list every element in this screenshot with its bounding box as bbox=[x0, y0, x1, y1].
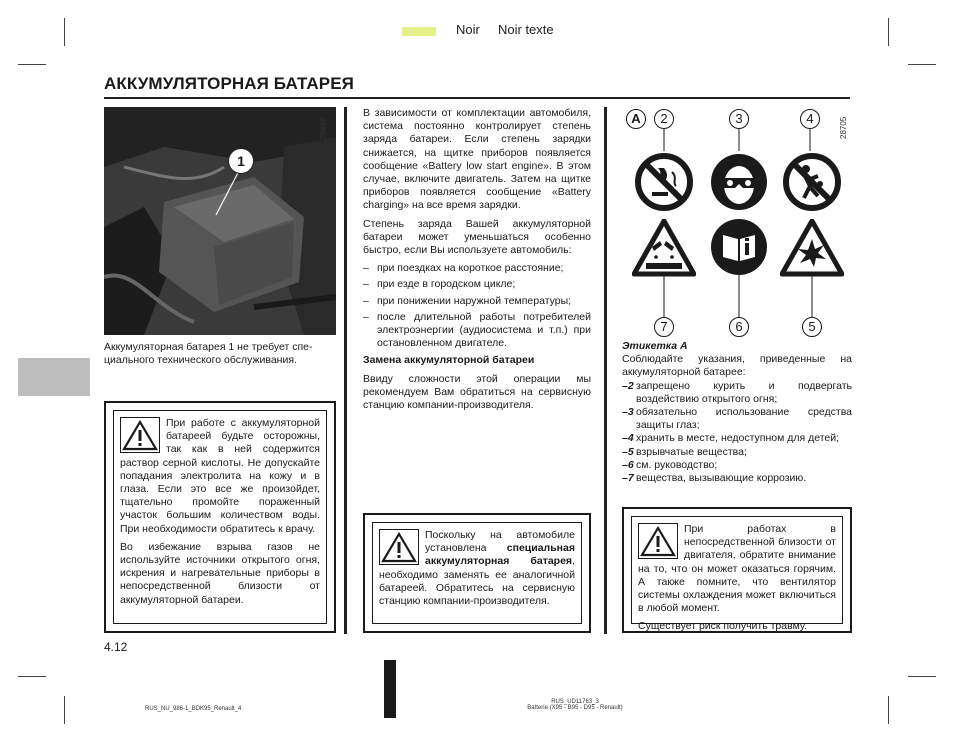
list-item: – при поездках на короткое расстояние; bbox=[363, 262, 591, 275]
warning-paragraph: При работе с аккумуляторной батареей будьте осторожны, так как в ней содержится раствор серной кислоты. Не допускайте попадания электролита на кожу и в глаза. Если это все же произойдет, тщательно промойте пораженный участок большим количеством воды. При необходимости обратитесь к врачу. bbox=[120, 417, 320, 535]
crop-mark bbox=[18, 676, 46, 677]
photo-callout: 1 bbox=[228, 148, 254, 174]
warning-paragraph: Существует риск получить травму. bbox=[638, 620, 808, 633]
registration-bar bbox=[384, 660, 396, 718]
engine-photo bbox=[104, 107, 336, 335]
page-number: 4.12 bbox=[104, 640, 128, 654]
label-heading: Этикетка A bbox=[622, 340, 688, 352]
label-legend bbox=[622, 340, 852, 485]
photo-caption bbox=[104, 341, 336, 367]
caption-line: циального технического обслуживания. bbox=[104, 354, 297, 367]
battery-drain-paragraph: Степень заряда Вашей аккумуляторной батареи может уменьшаться особенно быстро, если Вы используете автомобиль: bbox=[363, 217, 591, 257]
battery-monitor-paragraph: В зависимости от комплектации автомобиля, система постоянно контролирует степень заряда батареи. Если степень зарядки снижается, на щитке приборов появляется сообщение «Battery low start engine». В этом случае, включите двигатель. Затем на щитке приборов появляется сообщение «Battery charging» на все время зарядки. bbox=[363, 107, 591, 212]
no-smoking-icon bbox=[634, 152, 694, 212]
replacement-paragraph: Ввиду сложности этой операции мы рекомендуем Вам обратиться на сервисную станцию компании-производителя. bbox=[363, 372, 591, 412]
symbol-number: 7 bbox=[654, 317, 674, 337]
special-battery-warning bbox=[363, 513, 591, 633]
column-separator bbox=[604, 107, 607, 634]
keep-away-from-children-icon bbox=[782, 152, 842, 212]
warning-icon bbox=[638, 523, 678, 559]
legend-item: –7 вещества, вызывающие коррозию. bbox=[622, 472, 807, 485]
symbol-number: 3 bbox=[729, 109, 749, 129]
crop-mark bbox=[888, 696, 889, 724]
color-swatch bbox=[402, 27, 436, 36]
warning-text: Поскольку на автомобиле установлена bbox=[425, 529, 575, 555]
read-manual-icon bbox=[709, 217, 769, 277]
eye-protection-icon bbox=[709, 152, 769, 212]
crop-mark bbox=[888, 18, 889, 46]
column-separator bbox=[344, 107, 347, 634]
color-name-noir-texte: Noir texte bbox=[498, 22, 554, 37]
label-letter: A bbox=[626, 109, 646, 129]
warning-text: , необходимо заменять ее аналогичной батареей. Обратитесь на сервисную станцию компании-производителя. bbox=[379, 555, 575, 608]
title-rule bbox=[104, 97, 850, 99]
middle-column-text bbox=[363, 107, 591, 417]
photo-code: 29448 bbox=[319, 117, 328, 140]
list-item: – при понижении наружной температуры; bbox=[363, 295, 591, 308]
legend-item: –3 обязательно использование средства защиты глаз; bbox=[622, 406, 852, 432]
hot-engine-warning bbox=[622, 507, 852, 633]
footer-left-code: RUS_NU_986-1_BDK95_Renault_4 bbox=[145, 706, 242, 712]
caption-line: Аккумуляторная батарея 1 не требует спе- bbox=[104, 341, 313, 353]
symbol-number: 5 bbox=[802, 317, 822, 337]
warning-icon bbox=[379, 529, 419, 565]
symbol-number: 2 bbox=[654, 109, 674, 129]
crop-mark bbox=[64, 18, 65, 46]
side-tab bbox=[18, 358, 90, 396]
crop-mark bbox=[64, 696, 65, 724]
legend-item: –2 запрещено курить и подвергать воздействию открытого огня; bbox=[622, 379, 852, 405]
page-title: АККУМУЛЯТОРНАЯ БАТАРЕЯ bbox=[104, 74, 354, 93]
footer-right-code: RUS_UD11763_3 Batterie (X95 - B95 - D95 - Renault) bbox=[527, 699, 623, 711]
warning-paragraph: При работах в непосредственной близости от двигателя, обратите внимание на то, что он может оказаться горячим. А также помните, что вентилятор системы охлаждения может включиться в любой момент. bbox=[638, 523, 836, 615]
warning-bold-text: специальная аккумуляторная батарея bbox=[425, 542, 575, 568]
legend-item: –5 взрывчатые вещества; bbox=[622, 445, 747, 458]
list-item: – при езде в городском цикле; bbox=[363, 278, 591, 291]
legend-item: –4 хранить в месте, недоступном для детей; bbox=[622, 432, 840, 445]
replacement-heading: Замена аккумуляторной батареи bbox=[363, 354, 535, 367]
crop-mark bbox=[908, 64, 936, 65]
list-item: – после длительной работы потребителей электроэнергии (аудиосистема и т.п.) при остановленном двигателе. bbox=[363, 311, 591, 351]
explosive-icon bbox=[780, 219, 844, 277]
warning-icon bbox=[120, 417, 160, 453]
battery-acid-warning bbox=[104, 401, 336, 633]
crop-mark bbox=[908, 676, 936, 677]
legend-list bbox=[622, 380, 852, 486]
legend-item: –6 см. руководство; bbox=[622, 458, 718, 471]
engine-bay-illustration bbox=[104, 107, 336, 335]
battery-label-figure bbox=[622, 107, 852, 339]
label-code: 28705 bbox=[839, 116, 848, 139]
symbol-number: 6 bbox=[729, 317, 749, 337]
corrosive-icon bbox=[632, 219, 696, 277]
symbol-number: 4 bbox=[800, 109, 820, 129]
crop-mark bbox=[18, 64, 46, 65]
warning-paragraph: Во избежание взрыва газов не используйте источники открытого огня, искрения и нагревательные приборы в непосредственной близости от аккумуляторной батареи. bbox=[120, 540, 320, 606]
drain-conditions-list bbox=[363, 262, 591, 350]
label-intro: Соблюдайте указания, приведенные на аккумуляторной батарее: bbox=[622, 353, 852, 379]
color-name-noir: Noir bbox=[456, 22, 480, 37]
